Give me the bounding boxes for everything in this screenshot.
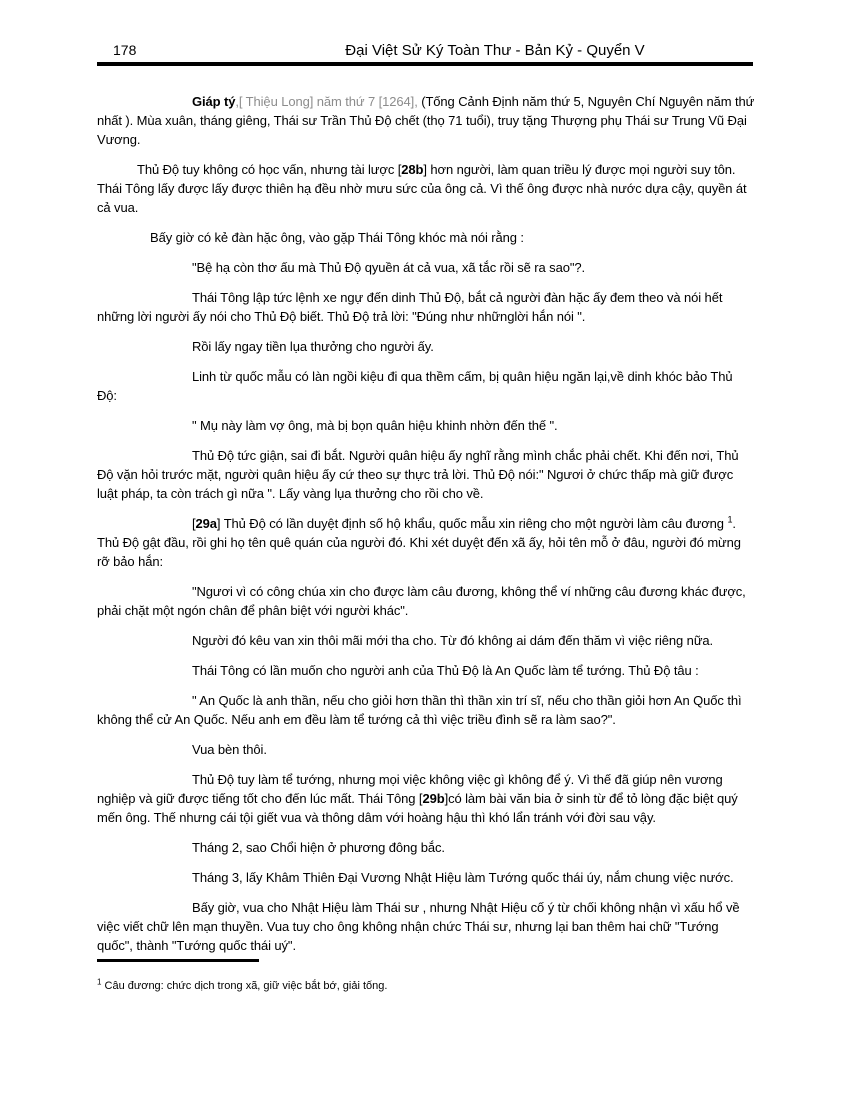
text-segment: Thủ Độ tuy không có học vấn, nhưng tài lược [	[137, 162, 402, 177]
text-segment: " Mụ này làm vợ ông, mà bị bọn quân hiệu khinh nhờn đến thế ".	[192, 418, 558, 433]
text-segment: . Thủ Độ gật đầu, rồi ghi họ tên quê quán của người đó. Khi xét duyệt đến xã ấy, hỏi tên mỗ ở đâu, người đó mừng rỡ bảo hắn:	[97, 516, 741, 569]
text-segment: 29b	[422, 791, 445, 806]
document-body	[97, 92, 755, 966]
paragraph	[97, 514, 755, 571]
text-segment: 28b	[401, 162, 424, 177]
paragraph	[97, 288, 755, 326]
paragraph	[97, 868, 755, 887]
text-segment: Giáp tý	[192, 94, 236, 109]
text-segment: Thái Tông lập tức lệnh xe ngự đến dinh Thủ Độ, bắt cả người đàn hặc ấy đem theo và nói hết những lời người ấy nói cho Thủ Độ biết. Thủ Độ trả lời: "Đúng như nhữnglời hắn nói ".	[97, 290, 723, 324]
paragraph	[97, 446, 755, 503]
paragraph	[97, 740, 755, 759]
paragraph	[97, 228, 755, 247]
text-segment: ] hơn người, làm quan triều lý được mọi người suy tôn. Thái Tông lấy được lấy được thiên hạ đều nhờ mưu sức của ông cả. Vì thế ông được nhà nước dựa cậy, quyền át cả vua.	[97, 162, 747, 215]
paragraph	[97, 661, 755, 680]
paragraph	[97, 898, 755, 955]
paragraph	[97, 582, 755, 620]
text-segment: Thái Tông có lần muốn cho người anh của Thủ Độ là An Quốc làm tể tướng. Thủ Độ tâu :	[192, 663, 699, 678]
text-segment: Thủ Độ tức giận, sai đi bắt. Người quân hiệu ấy nghĩ rằng mình chắc phải chết. Khi đến nơi, Thủ Độ vặn hỏi trước mặt, người quân hiệu ấy cứ theo sự thực trả lời. Thủ Độ nói:" Ngươi ở chức thấp mà giữ được luật pháp, ta còn trách gì nữa ". Lấy vàng lụa thưởng cho rồi cho về.	[97, 448, 739, 501]
text-segment: Vua bèn thôi.	[192, 742, 267, 757]
footnote-text	[97, 979, 755, 993]
footnote-marker: 1	[97, 977, 102, 987]
text-segment: Tháng 2, sao Chổi hiện ở phương đông bắc.	[192, 840, 445, 855]
running-title: Đại Việt Sử Ký Toàn Thư - Bản Kỷ - Quyển V	[345, 42, 645, 59]
text-segment: ] Thủ Độ có lần duyệt định số hộ khẩu, quốc mẫu xin riêng cho một người làm câu đương	[216, 516, 728, 531]
paragraph	[97, 367, 755, 405]
paragraph	[97, 258, 755, 277]
page-header	[97, 42, 753, 66]
footnote-separator	[97, 959, 259, 962]
text-segment: Rồi lấy ngay tiền lụa thưởng cho người ấy.	[192, 339, 434, 354]
text-segment: Tháng 3, lấy Khâm Thiên Đại Vương Nhật Hiệu làm Tướng quốc thái úy, nắm chung việc nước.	[192, 870, 734, 885]
paragraph	[97, 92, 755, 149]
paragraph	[97, 631, 755, 650]
paragraph	[97, 838, 755, 857]
footnote-body: Câu đương: chức dịch trong xã, giữ việc bắt bớ, giải tống.	[101, 980, 388, 992]
text-segment: ]có làm bài văn bia ở sinh từ để tỏ lòng đặc biệt quý mến ông. Thế nhưng cái tội giết vua và thông dâm với hoàng hậu thì khó lẩn tránh với đời sau vậy.	[97, 791, 738, 825]
paragraph	[97, 770, 755, 827]
text-segment: 29a	[195, 516, 217, 531]
paragraph	[97, 691, 755, 729]
text-segment: ,[ Thiệu Long] năm thứ 7 [1264],	[235, 94, 418, 109]
page-number: 178	[113, 42, 137, 58]
text-segment: "Bệ hạ còn thơ ấu mà Thủ Độ qyuền át cả vua, xã tắc rồi sẽ ra sao"?.	[192, 260, 585, 275]
paragraph	[97, 160, 755, 217]
text-segment: "Ngươi vì có công chúa xin cho được làm câu đương, không thể ví những câu đương khác được, phải chặt một ngón chân để phân biệt với người khác".	[97, 584, 746, 618]
text-segment: Bấy giờ có kẻ đàn hặc ông, vào gặp Thái Tông khóc mà nói rằng :	[150, 230, 524, 245]
text-segment: Linh từ quốc mẫu có làn ngồi kiệu đi qua thềm cấm, bị quân hiệu ngăn lại,về dinh khóc bảo Thủ Độ:	[97, 369, 733, 403]
text-segment: Thủ Độ tuy làm tể tướng, nhưng mọi việc không việc gì không để ý. Vì thế đã giúp nên vương nghiệp và giữ được tiếng tốt cho đến lúc mất. Thái Tông [	[97, 772, 723, 806]
paragraph	[97, 416, 755, 435]
text-segment: " An Quốc là anh thần, nếu cho giỏi hơn thần thì thần xin trí sĩ, nếu cho thần giỏi hơn An Quốc thì không thể cử An Quốc. Nếu anh em đều làm tể tướng cả thì việc triều đình sẽ ra làm sao?".	[97, 693, 742, 727]
text-segment: [	[192, 516, 196, 531]
footnote-reference: 1	[727, 514, 733, 525]
footnote-area	[97, 959, 755, 993]
text-segment: Người đó kêu van xin thôi mãi mới tha cho. Từ đó không ai dám đến thăm vì việc riêng nữa.	[192, 633, 714, 648]
text-segment: (Tống Cảnh Định năm thứ 5, Nguyên Chí Nguyên năm thứ nhất ). Mùa xuân, tháng giêng, Thái sư Trần Thủ Độ chết (thọ 71 tuổi), truy tặng Thượng phụ Thái sư Trung Vũ Đại Vương.	[97, 94, 755, 147]
paragraph	[97, 337, 755, 356]
text-segment: Bấy giờ, vua cho Nhật Hiệu làm Thái sư , nhưng Nhật Hiệu cố ý từ chối không nhận vì xấu hổ về việc viết chữ lên mạn thuyền. Vua tuy cho ông không nhận chức Thái sư, nhưng lại ban thêm hai chữ "Tướng quốc", thành "Tướng quốc thái uý".	[97, 900, 740, 953]
